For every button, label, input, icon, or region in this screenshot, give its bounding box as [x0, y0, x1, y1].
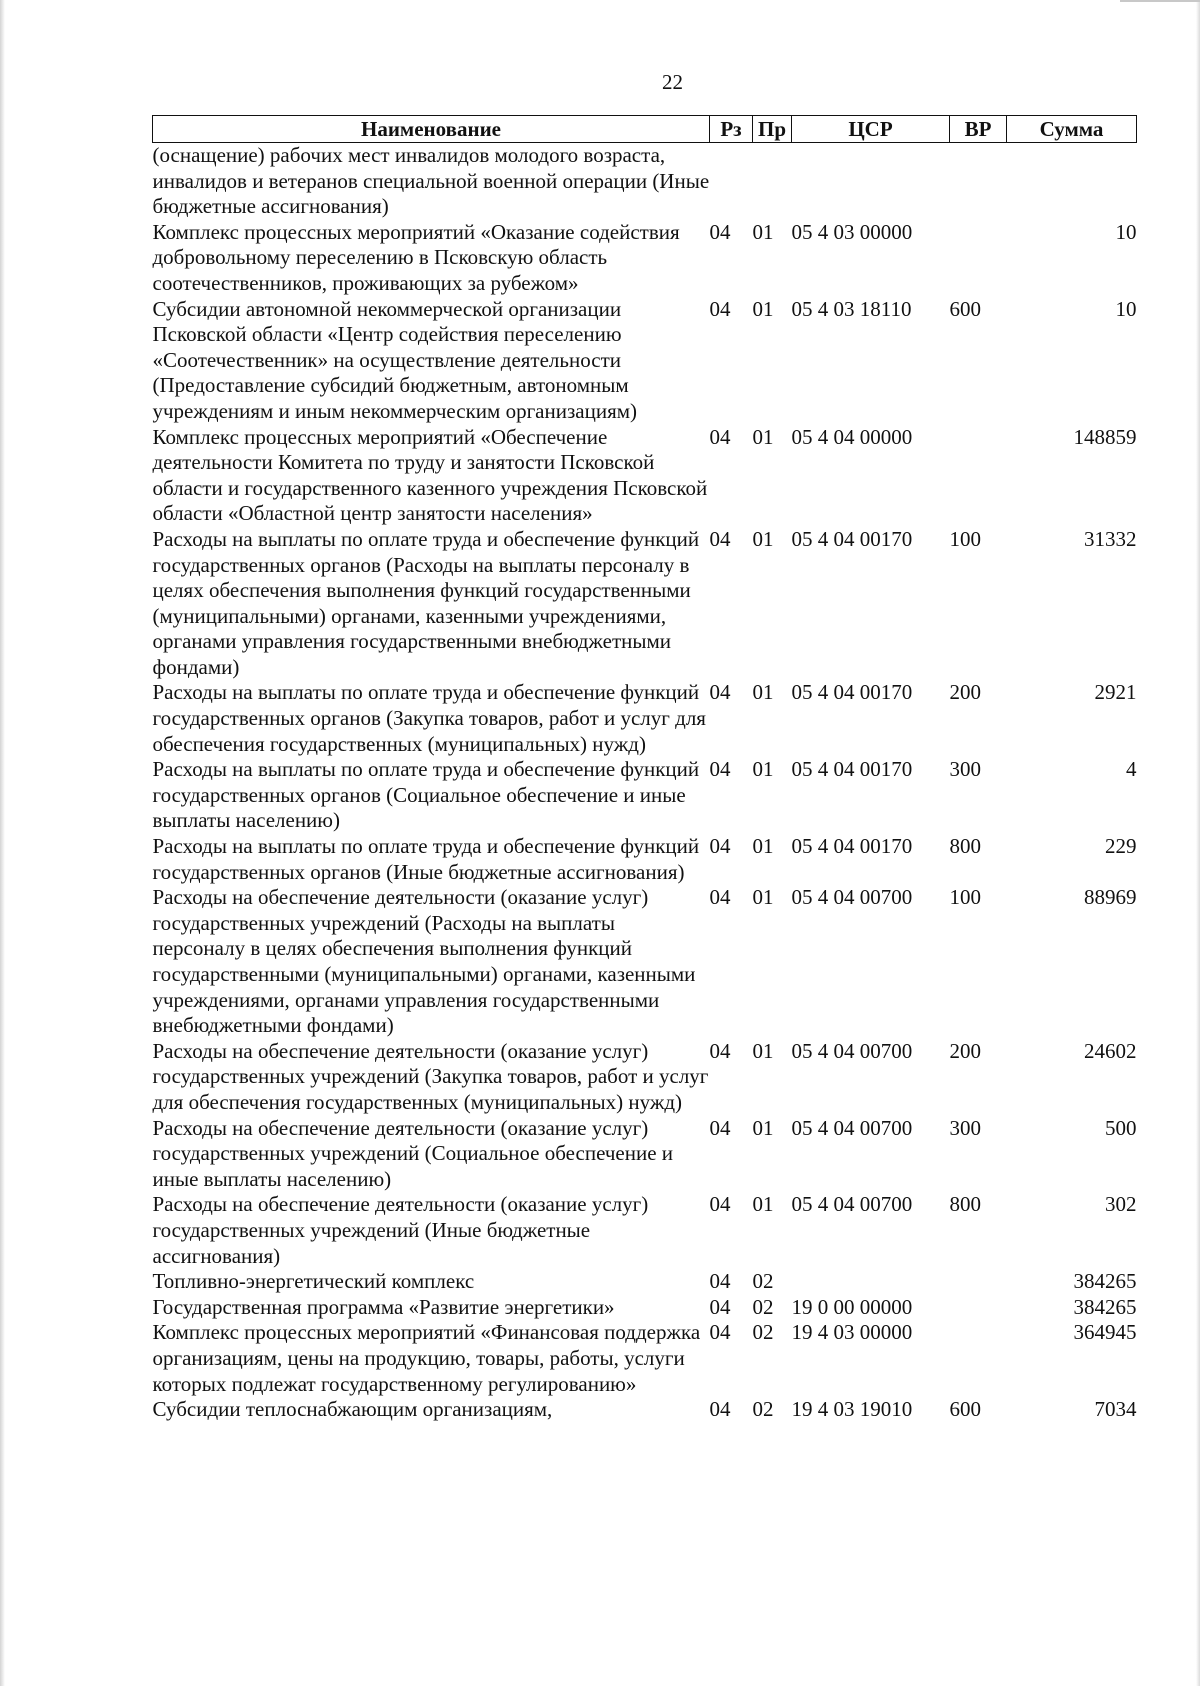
- cell-rz: [710, 143, 753, 220]
- cell-sum: 88969: [1084, 885, 1137, 910]
- cell-csr: 05 4 04 00000: [791, 424, 913, 449]
- cell-csr: 05 4 04 00170: [791, 834, 913, 859]
- cell-rz: 04: [709, 680, 731, 705]
- cell-pr: 02: [752, 1397, 774, 1422]
- table-row: [153, 1320, 1137, 1397]
- cell-sum: 302: [1105, 1192, 1137, 1217]
- cell-sum: 148859: [1073, 424, 1137, 449]
- cell-vr: 800: [949, 1192, 981, 1217]
- cell-vr: [950, 1320, 1007, 1397]
- cell-vr: [950, 220, 1007, 297]
- cell-pr: 01: [752, 1038, 774, 1063]
- cell-sum: 229: [1105, 834, 1137, 859]
- header-pr: Пр: [753, 116, 792, 143]
- cell-name: Комплекс процессных мероприятий «Оказание содействия добровольному переселению в Псковскую область соотечественников, проживающих за рубежом»: [152, 219, 680, 295]
- cell-vr: [950, 425, 1007, 527]
- cell-vr: 300: [949, 1115, 981, 1140]
- cell-rz: 04: [709, 757, 731, 782]
- header-rz: Рз: [710, 116, 753, 143]
- cell-name: Расходы на выплаты по оплате труда и обеспечение функций государственных органов (Социальное обеспечение и иные выплаты населению): [152, 757, 700, 833]
- cell-name: Комплекс процессных мероприятий «Обеспечение деятельности Комитета по труду и занятости Псковской области и государственного казенного учреждения Псковской области «Областной центр занятости населения»: [152, 424, 708, 526]
- table-row: [153, 1295, 1137, 1321]
- cell-csr: 05 4 04 00170: [791, 757, 913, 782]
- cell-csr: 05 4 04 00700: [791, 1192, 913, 1217]
- cell-csr: 05 4 04 00170: [791, 680, 913, 705]
- cell-rz: 04: [709, 1397, 731, 1422]
- cell-rz: 04: [709, 296, 731, 321]
- cell-vr: 200: [949, 1038, 981, 1063]
- table-row: [153, 143, 1137, 220]
- table-row: [153, 220, 1137, 297]
- scan-corner-mark: [1120, 0, 1200, 2]
- cell-pr: 01: [752, 680, 774, 705]
- table-row: [153, 885, 1137, 1039]
- cell-rz: 04: [709, 1294, 731, 1319]
- table-row: [153, 1269, 1137, 1295]
- cell-rz: 04: [709, 526, 731, 551]
- cell-rz: 04: [709, 885, 731, 910]
- cell-sum: 384265: [1073, 1294, 1137, 1319]
- cell-csr: 05 4 04 00700: [791, 885, 913, 910]
- scan-edge-right: [1196, 0, 1200, 1686]
- cell-pr: 01: [752, 834, 774, 859]
- cell-name: Расходы на выплаты по оплате труда и обеспечение функций государственных органов (Закупка товаров, работ и услуг для обеспечения государственных (муниципальных) нужд): [152, 680, 706, 756]
- cell-vr: 600: [949, 1397, 981, 1422]
- cell-sum: 364945: [1073, 1320, 1137, 1345]
- cell-sum: 384265: [1073, 1269, 1137, 1294]
- cell-name: Субсидии теплоснабжающим организациям,: [152, 1397, 553, 1422]
- table-row: [153, 1192, 1137, 1269]
- cell-name: (оснащение) рабочих мест инвалидов молодого возраста, инвалидов и ветеранов специальной военной операции (Иные бюджетные ассигнования): [152, 143, 710, 219]
- cell-rz: 04: [709, 1115, 731, 1140]
- cell-vr: 800: [949, 834, 981, 859]
- budget-table: [152, 115, 1137, 1423]
- cell-name: Расходы на обеспечение деятельности (оказание услуг) государственных учреждений (Расходы на выплаты персоналу в целях обеспечения выполнения функций государственными (муниципальными) органами, казенными учреждениями, органами управления государственными внебюджетными фондами): [152, 885, 696, 1038]
- cell-name: Субсидии автономной некоммерческой организации Псковской области «Центр содействия переселению «Соотечественник» на осуществление деятельности (Предоставление субсидий бюджетным, автономным учреждениям и иным некоммерческим организациям): [152, 296, 638, 423]
- cell-pr: 01: [752, 1192, 774, 1217]
- cell-name: Топливно-энергетический комплекс: [152, 1269, 475, 1294]
- cell-pr: 01: [752, 219, 774, 244]
- cell-csr: 05 4 04 00700: [791, 1038, 913, 1063]
- cell-vr: [950, 1269, 1007, 1295]
- cell-pr: 02: [752, 1320, 774, 1345]
- table-row: [153, 1397, 1137, 1423]
- cell-vr: 300: [949, 757, 981, 782]
- cell-sum: 31332: [1084, 526, 1137, 551]
- table-row: [153, 757, 1137, 834]
- cell-vr: [950, 143, 1007, 220]
- cell-sum: [1007, 143, 1137, 220]
- table-row: [153, 297, 1137, 425]
- cell-rz: 04: [709, 1038, 731, 1063]
- header-name: Наименование: [153, 116, 710, 143]
- cell-vr: 600: [949, 296, 981, 321]
- cell-sum: 500: [1105, 1115, 1137, 1140]
- cell-pr: [753, 143, 792, 220]
- cell-csr: [792, 143, 950, 220]
- cell-pr: 02: [752, 1269, 774, 1294]
- table-row: [153, 834, 1137, 885]
- cell-name: Расходы на обеспечение деятельности (оказание услуг) государственных учреждений (Иные бюджетные ассигнования): [152, 1192, 649, 1268]
- header-vr: ВР: [950, 116, 1007, 143]
- header-csr: ЦСР: [792, 116, 950, 143]
- cell-sum: 2921: [1094, 680, 1137, 705]
- table-row: [153, 1039, 1137, 1116]
- cell-rz: 04: [709, 834, 731, 859]
- cell-csr: 05 4 04 00170: [791, 526, 913, 551]
- cell-sum: 4: [1126, 757, 1137, 782]
- cell-rz: 04: [709, 219, 731, 244]
- cell-name: Расходы на обеспечение деятельности (оказание услуг) государственных учреждений (Закупка товаров, работ и услуг для обеспечения государственных (муниципальных) нужд): [152, 1038, 709, 1114]
- cell-pr: 01: [752, 757, 774, 782]
- cell-name: Комплекс процессных мероприятий «Финансовая поддержка организациям, цены на продукцию, товары, работы, услуги которых подлежат государственному регулированию»: [152, 1320, 701, 1396]
- cell-csr: 19 4 03 00000: [791, 1320, 913, 1345]
- cell-rz: 04: [709, 1320, 731, 1345]
- table-header-row: [153, 116, 1137, 143]
- header-sum: Сумма: [1007, 116, 1137, 143]
- cell-rz: 04: [709, 1192, 731, 1217]
- cell-rz: 04: [709, 424, 731, 449]
- table-row: [153, 1116, 1137, 1193]
- table-row: [153, 527, 1137, 681]
- cell-name: Расходы на выплаты по оплате труда и обеспечение функций государственных органов (Иные бюджетные ассигнования): [152, 834, 700, 884]
- cell-pr: 01: [752, 885, 774, 910]
- cell-name: Государственная программа «Развитие энергетики»: [152, 1294, 615, 1319]
- cell-pr: 01: [752, 526, 774, 551]
- table-row: [153, 680, 1137, 757]
- cell-sum: 10: [1115, 296, 1137, 321]
- cell-vr: 100: [949, 526, 981, 551]
- cell-pr: 01: [752, 1115, 774, 1140]
- table-row: [153, 425, 1137, 527]
- cell-csr: 19 0 00 00000: [791, 1294, 913, 1319]
- cell-pr: 02: [752, 1294, 774, 1319]
- cell-name: Расходы на выплаты по оплате труда и обеспечение функций государственных органов (Расходы на выплаты персоналу в целях обеспечения выполнения функций государственными (муниципальными) органами, казенными учреждениями, органами управления государственными внебюджетными фондами): [152, 526, 700, 679]
- cell-csr: 05 4 04 00700: [791, 1115, 913, 1140]
- page-number: 22: [662, 70, 683, 94]
- cell-sum: 7034: [1094, 1397, 1137, 1422]
- cell-rz: 04: [709, 1269, 731, 1294]
- cell-csr: [792, 1269, 950, 1295]
- cell-csr: 05 4 03 00000: [791, 219, 913, 244]
- cell-name: Расходы на обеспечение деятельности (оказание услуг) государственных учреждений (Социальное обеспечение и иные выплаты населению): [152, 1115, 674, 1191]
- cell-csr: 19 4 03 19010: [791, 1397, 913, 1422]
- cell-sum: 24602: [1084, 1038, 1137, 1063]
- cell-sum: 10: [1115, 219, 1137, 244]
- cell-vr: 200: [949, 680, 981, 705]
- cell-vr: 100: [949, 885, 981, 910]
- cell-vr: [950, 1295, 1007, 1321]
- scan-edge-left: [0, 0, 5, 1686]
- cell-csr: 05 4 03 18110: [791, 296, 912, 321]
- cell-pr: 01: [752, 424, 774, 449]
- cell-pr: 01: [752, 296, 774, 321]
